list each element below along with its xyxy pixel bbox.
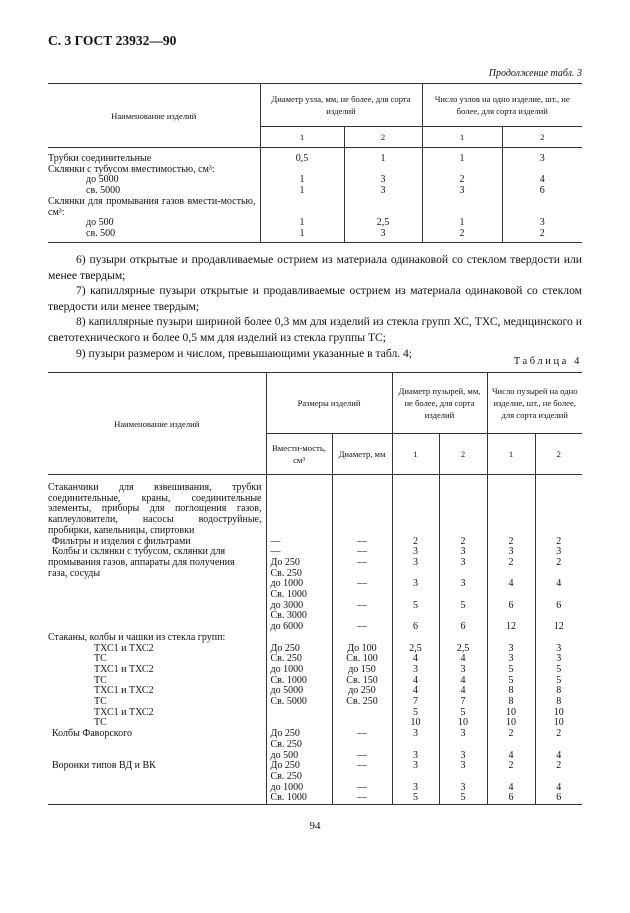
value-cell: 5: [392, 708, 439, 719]
value-cell: 3: [392, 547, 439, 558]
product-name-cell: Склянки с тубусом вместимостью, см³:: [48, 163, 215, 175]
capacity-cell: до 6000: [266, 622, 332, 633]
value-cell: 5: [487, 676, 535, 687]
table-row: [48, 686, 582, 697]
diameter-cell: —: [332, 579, 392, 590]
diameter-cell: [332, 633, 392, 644]
value-cell: 1: [260, 229, 344, 242]
value-cell: 1: [260, 186, 344, 197]
table-row: [48, 601, 582, 612]
value-cell: 3: [439, 558, 487, 569]
diameter-cell: —: [332, 783, 392, 794]
value-cell: 3: [439, 751, 487, 762]
table-3-continued: [48, 83, 582, 243]
value-cell: 3: [439, 579, 487, 590]
product-name-cell: [48, 740, 266, 751]
value-cell: 2: [535, 761, 582, 772]
capacity-cell: До 250: [266, 729, 332, 740]
product-name-cell: [48, 793, 266, 804]
value-cell: 6: [535, 793, 582, 804]
value-cell: 10: [535, 708, 582, 719]
value-cell: 2: [535, 537, 582, 548]
value-cell: 10: [535, 718, 582, 729]
grade-header: 1: [422, 127, 502, 148]
diameter-cell: [332, 708, 392, 719]
value-cell: [535, 633, 582, 644]
value-cell: 5: [439, 708, 487, 719]
value-cell: 3: [392, 729, 439, 740]
table-row: [48, 740, 582, 751]
value-cell: 3: [439, 761, 487, 772]
table-row: [48, 729, 582, 740]
diameter-cell: Св. 100: [332, 654, 392, 665]
value-cell: 8: [535, 697, 582, 708]
product-name-cell: ТХС1 и ТХС2: [94, 706, 154, 718]
value-cell: 2: [535, 558, 582, 569]
capacity-cell: до 500: [266, 751, 332, 762]
value-cell: 5: [392, 601, 439, 612]
capacity-cell: до 1000: [266, 579, 332, 590]
value-cell: 10: [487, 708, 535, 719]
table-row: [48, 175, 582, 186]
grade-header: 2: [344, 127, 422, 148]
product-name-cell: [48, 579, 266, 590]
table-4: [48, 372, 582, 805]
product-name-cell: Трубки соединительные: [48, 153, 152, 164]
value-cell: 2: [422, 175, 502, 186]
grade-header: 1: [260, 127, 344, 148]
capacity-cell: Св. 1000: [266, 590, 332, 601]
grade-header: 2: [502, 127, 582, 148]
table-row: [48, 590, 582, 601]
product-name-cell: Стаканы, колбы и чашки из стекла групп:: [48, 631, 226, 643]
paragraph: 9) пузыри размером и числом, превышающими указанные в табл. 4;: [76, 346, 413, 360]
value-cell: 1: [260, 175, 344, 186]
col-product-name: Наименование изделий: [48, 373, 266, 475]
table-row: [48, 708, 582, 719]
product-name-cell: Колбы Фаворского: [52, 728, 132, 740]
value-cell: 10: [439, 718, 487, 729]
grade-header: 2: [439, 434, 487, 475]
capacity-cell: Св. 3000: [266, 611, 332, 622]
value-cell: [260, 197, 344, 218]
grade-header: 2: [535, 434, 582, 475]
value-cell: 1: [260, 218, 344, 229]
value-cell: 2,5: [439, 644, 487, 655]
capacity-cell: До 250: [266, 761, 332, 772]
product-name-cell: газа, сосуды: [48, 567, 101, 579]
value-cell: 3: [392, 783, 439, 794]
page-header: С. 3 ГОСТ 23932—90: [48, 33, 177, 48]
value-cell: 2: [487, 761, 535, 772]
col-capacity: Вмести-мость, см³: [266, 434, 332, 475]
value-cell: 4: [535, 579, 582, 590]
value-cell: [439, 633, 487, 644]
value-cell: 1: [422, 148, 502, 165]
value-cell: 3: [487, 654, 535, 665]
capacity-cell: Св. 250: [266, 740, 332, 751]
product-name-cell: [48, 590, 266, 601]
value-cell: 3: [502, 148, 582, 165]
value-cell: 4: [392, 654, 439, 665]
value-cell: 2: [422, 229, 502, 242]
value-cell: 2: [502, 229, 582, 242]
value-cell: 3: [392, 579, 439, 590]
value-cell: 5: [439, 793, 487, 804]
diameter-cell: —: [332, 751, 392, 762]
value-cell: [487, 633, 535, 644]
table-row: [48, 783, 582, 794]
product-name-cell: св. 5000: [86, 185, 121, 197]
product-name-cell: Колбы и склянки с тубусом, склянки для: [52, 546, 226, 558]
product-name-cell: [48, 783, 266, 794]
capacity-cell: [266, 708, 332, 719]
paragraph: 8) капиллярные пузыри шириной более 0,3 мм для изделий из стекла групп ХС, ТХС, медицинского и светотехнического и более 0,5 мм для изделий из стекла группы ТС;: [48, 315, 582, 344]
capacity-cell: [266, 633, 332, 644]
value-cell: 4: [392, 686, 439, 697]
diameter-cell: —: [332, 793, 392, 804]
product-name-cell: ТС: [94, 653, 107, 665]
table-row: [48, 165, 582, 176]
diameter-cell: —: [332, 601, 392, 612]
value-cell: 5: [535, 676, 582, 687]
value-cell: 2: [392, 537, 439, 548]
table-row: [48, 229, 582, 242]
value-cell: 3: [502, 218, 582, 229]
value-cell: 3: [439, 729, 487, 740]
diameter-cell: —: [332, 761, 392, 772]
value-cell: 3: [535, 654, 582, 665]
paragraph: 6) пузыри открытые и продавливаемые острием из материала одинаковой со стеклом твердости или менее твердым;: [48, 253, 582, 282]
value-cell: 6: [392, 622, 439, 633]
value-cell: 7: [392, 697, 439, 708]
diameter-cell: до 150: [332, 665, 392, 676]
table-row: [48, 569, 582, 580]
product-name-cell: Воронки типов ВД и ВК: [52, 760, 156, 772]
col-knot-diameter: Диаметр узла, мм, не более, для сорта изделий: [260, 84, 422, 127]
value-cell: 6: [535, 601, 582, 612]
col-diameter: Диаметр, мм: [332, 434, 392, 475]
capacity-cell: Св. 1000: [266, 793, 332, 804]
value-cell: 4: [392, 676, 439, 687]
value-cell: 3: [392, 761, 439, 772]
table-4-caption: Таблица 4: [513, 356, 582, 367]
table-row: [48, 148, 582, 165]
product-name-cell: [48, 611, 266, 622]
value-cell: 2: [487, 558, 535, 569]
value-cell: 10: [487, 718, 535, 729]
value-cell: 3: [344, 186, 422, 197]
paragraph: 7) капиллярные пузыри открытые и продавливаемые острием из материала одинаковой со стеклом твердости или менее твердым;: [48, 284, 582, 313]
table-row: [48, 772, 582, 783]
value-cell: 4: [535, 751, 582, 762]
value-cell: 3: [535, 547, 582, 558]
diameter-cell: —: [332, 547, 392, 558]
value-cell: 4: [535, 783, 582, 794]
value-cell: [422, 197, 502, 218]
value-cell: 3: [487, 547, 535, 558]
value-cell: [535, 740, 582, 751]
capacity-cell: [266, 475, 332, 537]
diameter-cell: —: [332, 729, 392, 740]
product-name-cell: ТС: [94, 717, 107, 729]
capacity-cell: Св. 1000: [266, 676, 332, 687]
table-row: [48, 197, 582, 218]
table-row: [48, 475, 582, 537]
value-cell: [502, 197, 582, 218]
value-cell: 4: [502, 175, 582, 186]
value-cell: 2: [487, 729, 535, 740]
value-cell: [487, 475, 535, 537]
capacity-cell: Св. 250: [266, 772, 332, 783]
product-name-cell: [48, 601, 266, 612]
value-cell: 8: [535, 686, 582, 697]
grade-header: 1: [487, 434, 535, 475]
capacity-cell: —: [266, 537, 332, 548]
capacity-cell: до 1000: [266, 783, 332, 794]
col-bubble-count: Число пузырей на одно изделие, шт., не более, для сорта изделий: [487, 373, 582, 434]
grade-header: 1: [392, 434, 439, 475]
value-cell: 6: [439, 622, 487, 633]
value-cell: [392, 740, 439, 751]
table-row: [48, 579, 582, 590]
value-cell: 2,5: [344, 218, 422, 229]
table-row: [48, 611, 582, 622]
table-row: [48, 761, 582, 772]
diameter-cell: До 100: [332, 644, 392, 655]
value-cell: 3: [487, 644, 535, 655]
capacity-cell: до 1000: [266, 665, 332, 676]
table-row: [48, 665, 582, 676]
value-cell: [392, 633, 439, 644]
product-name-cell: св. 500: [86, 227, 116, 239]
page-number: 94: [309, 820, 321, 832]
value-cell: [439, 475, 487, 537]
value-cell: 7: [439, 697, 487, 708]
value-cell: [392, 475, 439, 537]
table-row: [48, 218, 582, 229]
product-name-cell: [48, 772, 266, 783]
value-cell: 4: [439, 654, 487, 665]
value-cell: 6: [487, 793, 535, 804]
product-name-cell: промывания газов, аппараты для получения: [48, 556, 235, 568]
value-cell: 3: [439, 665, 487, 676]
product-name-cell: ТХС1 и ТХС2: [94, 685, 154, 697]
value-cell: [344, 197, 422, 218]
product-name-cell: до 5000: [86, 174, 119, 186]
table-row: [48, 793, 582, 804]
col-knot-count: Число узлов на одно изделие, шт., не более, для сорта изделий: [422, 84, 582, 127]
value-cell: 4: [439, 686, 487, 697]
capacity-cell: до 5000: [266, 686, 332, 697]
value-cell: 3: [392, 665, 439, 676]
value-cell: 3: [392, 751, 439, 762]
product-name-cell: Фильтры и изделия с фильтрами: [52, 535, 191, 547]
value-cell: 1: [344, 148, 422, 165]
value-cell: 8: [487, 686, 535, 697]
value-cell: 8: [487, 697, 535, 708]
value-cell: 4: [487, 783, 535, 794]
value-cell: 2,5: [392, 644, 439, 655]
product-name-cell: ТХС1 и ТХС2: [94, 642, 154, 654]
product-name-cell: ТС: [94, 674, 107, 686]
value-cell: [439, 740, 487, 751]
requirements-list: [48, 252, 582, 361]
value-cell: 4: [487, 751, 535, 762]
value-cell: 5: [535, 665, 582, 676]
value-cell: 3: [439, 783, 487, 794]
diameter-cell: [332, 475, 392, 537]
value-cell: 0,5: [260, 148, 344, 165]
value-cell: 3: [344, 229, 422, 242]
value-cell: 4: [487, 579, 535, 590]
capacity-cell: Св. 250: [266, 654, 332, 665]
value-cell: 4: [439, 676, 487, 687]
value-cell: 3: [392, 558, 439, 569]
value-cell: 10: [392, 718, 439, 729]
product-name-cell: Стаканчики для взвешивания, трубки соединительные, краны, соединительные элементы, приборы для поглощения газов, каплеуловители, насосы водоструйные, пробирки, капельницы, спиртовки: [48, 482, 262, 536]
table-row: [48, 558, 582, 569]
table-row: [48, 644, 582, 655]
value-cell: 3: [422, 186, 502, 197]
value-cell: 3: [535, 644, 582, 655]
product-name-cell: до 500: [86, 217, 114, 229]
diameter-cell: —: [332, 537, 392, 548]
value-cell: [487, 740, 535, 751]
capacity-cell: до 3000: [266, 601, 332, 612]
value-cell: 2: [535, 729, 582, 740]
col-product-name: Наименование изделий: [48, 84, 260, 148]
col-product-sizes: Размеры изделий: [266, 373, 392, 434]
value-cell: [535, 475, 582, 537]
capacity-cell: До 250: [266, 558, 332, 569]
product-name-cell: ТС: [94, 696, 107, 708]
product-name-cell: Склянки для промывания газов вмести-мостью, см³:: [48, 195, 256, 218]
capacity-cell: Св. 250: [266, 569, 332, 580]
diameter-cell: —: [332, 558, 392, 569]
value-cell: 5: [439, 601, 487, 612]
diameter-cell: [332, 740, 392, 751]
capacity-cell: До 250: [266, 644, 332, 655]
diameter-cell: Св. 250: [332, 697, 392, 708]
capacity-cell: Св. 5000: [266, 697, 332, 708]
product-name-cell: ТХС1 и ТХС2: [94, 663, 154, 675]
value-cell: 12: [487, 622, 535, 633]
value-cell: 5: [392, 793, 439, 804]
value-cell: 3: [344, 175, 422, 186]
diameter-cell: до 250: [332, 686, 392, 697]
diameter-cell: Св. 150: [332, 676, 392, 687]
value-cell: 5: [487, 665, 535, 676]
value-cell: 6: [487, 601, 535, 612]
value-cell: 3: [439, 547, 487, 558]
value-cell: 2: [487, 537, 535, 548]
table-row: [48, 633, 582, 644]
value-cell: 12: [535, 622, 582, 633]
diameter-cell: —: [332, 622, 392, 633]
value-cell: 6: [502, 186, 582, 197]
value-cell: 1: [422, 218, 502, 229]
capacity-cell: —: [266, 547, 332, 558]
value-cell: 2: [439, 537, 487, 548]
table-continuation-note: Продолжение табл. 3: [488, 68, 582, 79]
col-bubble-diameter: Диаметр пузырей, мм, не более, для сорта изделий: [392, 373, 487, 434]
